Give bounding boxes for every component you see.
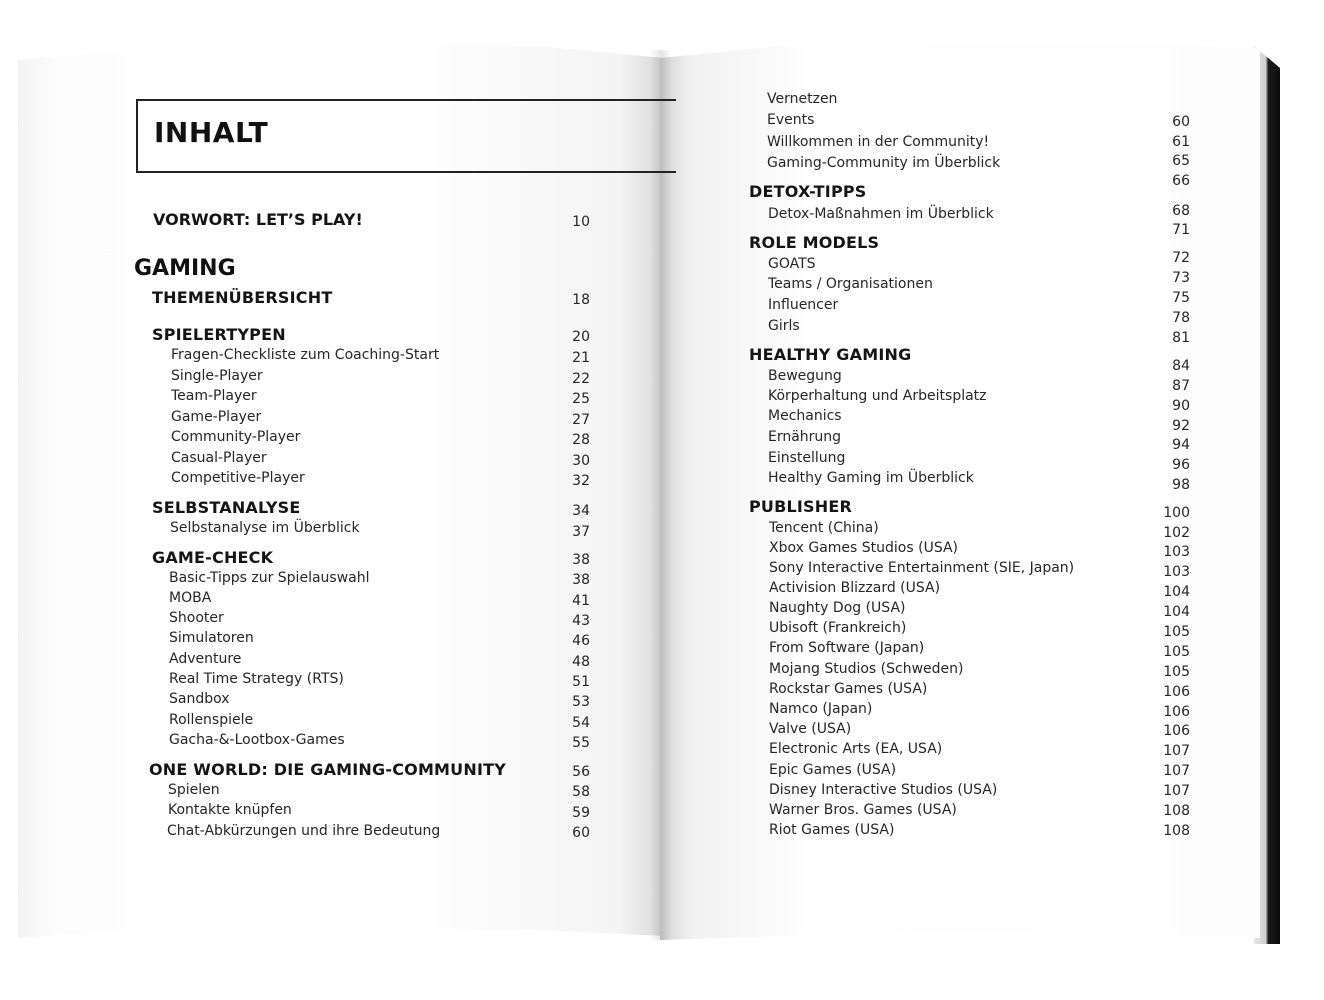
toc-entry: Casual-Player [171,450,267,466]
toc-entry: Ubisoft (Frankreich) [769,620,907,636]
toc-entry: Healthy Gaming im Überblick [768,470,974,486]
toc-entry: Gaming-Community im Überblick [767,155,1001,171]
toc-page-number: 106 [1163,704,1190,720]
toc-page-number: 100 [1163,505,1190,521]
toc-page-number: 59 [572,805,590,821]
toc-entry: Activision Blizzard (USA) [769,580,941,596]
toc-section-heading: DETOX-TIPPS [749,182,867,201]
toc-page-number: 43 [572,613,590,629]
toc-page-number: 61 [1172,134,1190,150]
toc-entry: Namco (Japan) [769,701,873,717]
toc-page-number: 108 [1163,803,1190,819]
toc-page-number: 25 [572,391,590,407]
toc-section-heading: SPIELERTYPEN [152,325,286,344]
toc-page-number: 81 [1172,330,1190,346]
toc-entry: Mechanics [768,408,842,424]
toc-entry: Willkommen in der Community! [767,134,990,150]
toc-page-number: 38 [572,552,590,568]
toc-entry: Basic-Tipps zur Spielauswahl [169,570,370,586]
toc-entry: Spielen [168,782,220,798]
toc-entry: Sony Interactive Entertainment (SIE, Japan) [769,560,1075,576]
toc-page-number: 105 [1163,644,1190,660]
toc-page-number: 53 [572,694,590,710]
toc-section-heading: ROLE MODELS [749,233,880,252]
toc-entry: Gacha-&-Lootbox-Games [169,732,345,748]
toc-page-number: 102 [1163,525,1190,541]
toc-entry: Naughty Dog (USA) [769,600,906,616]
toc-page-number: 104 [1163,584,1190,600]
toc-section-heading: PUBLISHER [749,497,853,516]
toc-entry: Tencent (China) [769,520,879,536]
toc-page-number: 73 [1172,270,1190,286]
toc-page-number: 71 [1172,222,1190,238]
toc-entry: Sandbox [169,691,230,707]
toc-page-number: 55 [572,735,590,751]
toc-entry: Competitive-Player [171,470,305,486]
toc-entry: Chat-Abkürzungen und ihre Bedeutung [167,823,441,839]
toc-page-number: 46 [572,633,590,649]
toc-page-number: 66 [1172,173,1190,189]
toc-page-number: 104 [1163,604,1190,620]
toc-page-number: 21 [572,350,590,366]
toc-page-number: 98 [1172,477,1190,493]
toc-entry: Fragen-Checkliste zum Coaching-Start [171,347,440,363]
toc-page-number: 92 [1172,418,1190,434]
toc-entry: Warner Bros. Games (USA) [769,802,957,818]
toc-page-number: 105 [1163,664,1190,680]
toc-page-number: 38 [572,572,590,588]
toc-page-number: 48 [572,654,590,670]
toc-page-number: 60 [572,825,590,841]
foreword-heading: VORWORT: LET’S PLAY! [153,210,363,229]
book-spine-shadow [650,50,672,940]
toc-page-number: 94 [1172,437,1190,453]
toc-page-number: 96 [1172,457,1190,473]
toc-page-number: 105 [1163,624,1190,640]
toc-page-number: 84 [1172,358,1190,374]
toc-page-number: 106 [1163,723,1190,739]
toc-entry: Team-Player [171,388,257,404]
toc-page-number: 51 [572,674,590,690]
toc-entry: Selbstanalyse im Überblick [170,520,360,536]
toc-entry: Vernetzen [767,91,838,107]
toc-page-number: 103 [1163,564,1190,580]
toc-page-number: 27 [572,412,590,428]
toc-entry: Körperhaltung und Arbeitsplatz [768,388,987,404]
toc-page-number: 56 [572,764,590,780]
toc-entry: Kontakte knüpfen [168,802,292,818]
toc-section-heading: ONE WORLD: DIE GAMING-COMMUNITY [149,760,507,779]
toc-page-number: 108 [1163,823,1190,839]
toc-page-number: 28 [572,432,590,448]
toc-page-number: 106 [1163,684,1190,700]
toc-entry: Electronic Arts (EA, USA) [769,741,943,757]
toc-entry: Influencer [768,297,839,313]
toc-section-heading: SELBSTANALYSE [152,498,301,517]
toc-section-heading: THEMENÜBERSICHT [152,288,333,307]
toc-entry: Rockstar Games (USA) [769,681,928,697]
toc-page-number: 107 [1163,743,1190,759]
toc-page-number: 78 [1172,310,1190,326]
toc-entry: Rollenspiele [169,712,254,728]
toc-entry: Teams / Organisationen [768,276,933,292]
toc-page-number: 22 [572,371,590,387]
toc-page-number: 32 [572,473,590,489]
gaming-heading: GAMING [134,256,236,281]
toc-entry: Game-Player [171,409,262,425]
toc-page-number: 20 [572,329,590,345]
toc-page-number: 107 [1163,763,1190,779]
toc-page-number: 58 [572,784,590,800]
toc-page-number: 41 [572,593,590,609]
toc-page-number: 34 [572,503,590,519]
toc-entry: Valve (USA) [769,721,852,737]
toc-entry: Bewegung [768,368,842,384]
toc-entry: Epic Games (USA) [769,762,897,778]
toc-page-number: 30 [572,453,590,469]
toc-page-number: 18 [572,292,590,308]
toc-entry: Community-Player [171,429,301,445]
toc-page-number: 37 [572,524,590,540]
toc-entry: From Software (Japan) [769,640,925,656]
toc-page-number: 87 [1172,378,1190,394]
toc-page-number: 72 [1172,250,1190,266]
toc-entry: Events [767,112,815,128]
toc-entry: Shooter [169,610,224,626]
toc-entry: Xbox Games Studios (USA) [769,540,958,556]
toc-page-number: 54 [572,715,590,731]
toc-entry: Mojang Studios (Schweden) [769,661,964,677]
toc-section-heading: HEALTHY GAMING [749,345,912,364]
toc-entry: Simulatoren [169,630,254,646]
toc-page-number: 75 [1172,290,1190,306]
toc-entry: MOBA [169,590,212,606]
toc-title: INHALT [154,116,269,149]
toc-entry: Detox-Maßnahmen im Überblick [768,206,994,222]
toc-page-number: 90 [1172,398,1190,414]
toc-entry: Disney Interactive Studios (USA) [769,782,998,798]
toc-page-number: 68 [1172,203,1190,219]
toc-entry: Single-Player [171,368,263,384]
toc-page-number: 107 [1163,783,1190,799]
toc-entry: Girls [768,318,800,334]
toc-page-number: 103 [1163,544,1190,560]
toc-entry: Riot Games (USA) [769,822,895,838]
toc-entry: Real Time Strategy (RTS) [169,671,344,687]
foreword-page-number: 10 [572,214,590,230]
toc-page-number: 60 [1172,114,1190,130]
toc-entry: GOATS [768,256,816,272]
toc-entry: Adventure [169,651,242,667]
toc-page-number: 65 [1172,153,1190,169]
toc-section-heading: GAME-CHECK [152,548,274,567]
toc-entry: Einstellung [768,450,846,466]
toc-entry: Ernährung [768,429,842,445]
